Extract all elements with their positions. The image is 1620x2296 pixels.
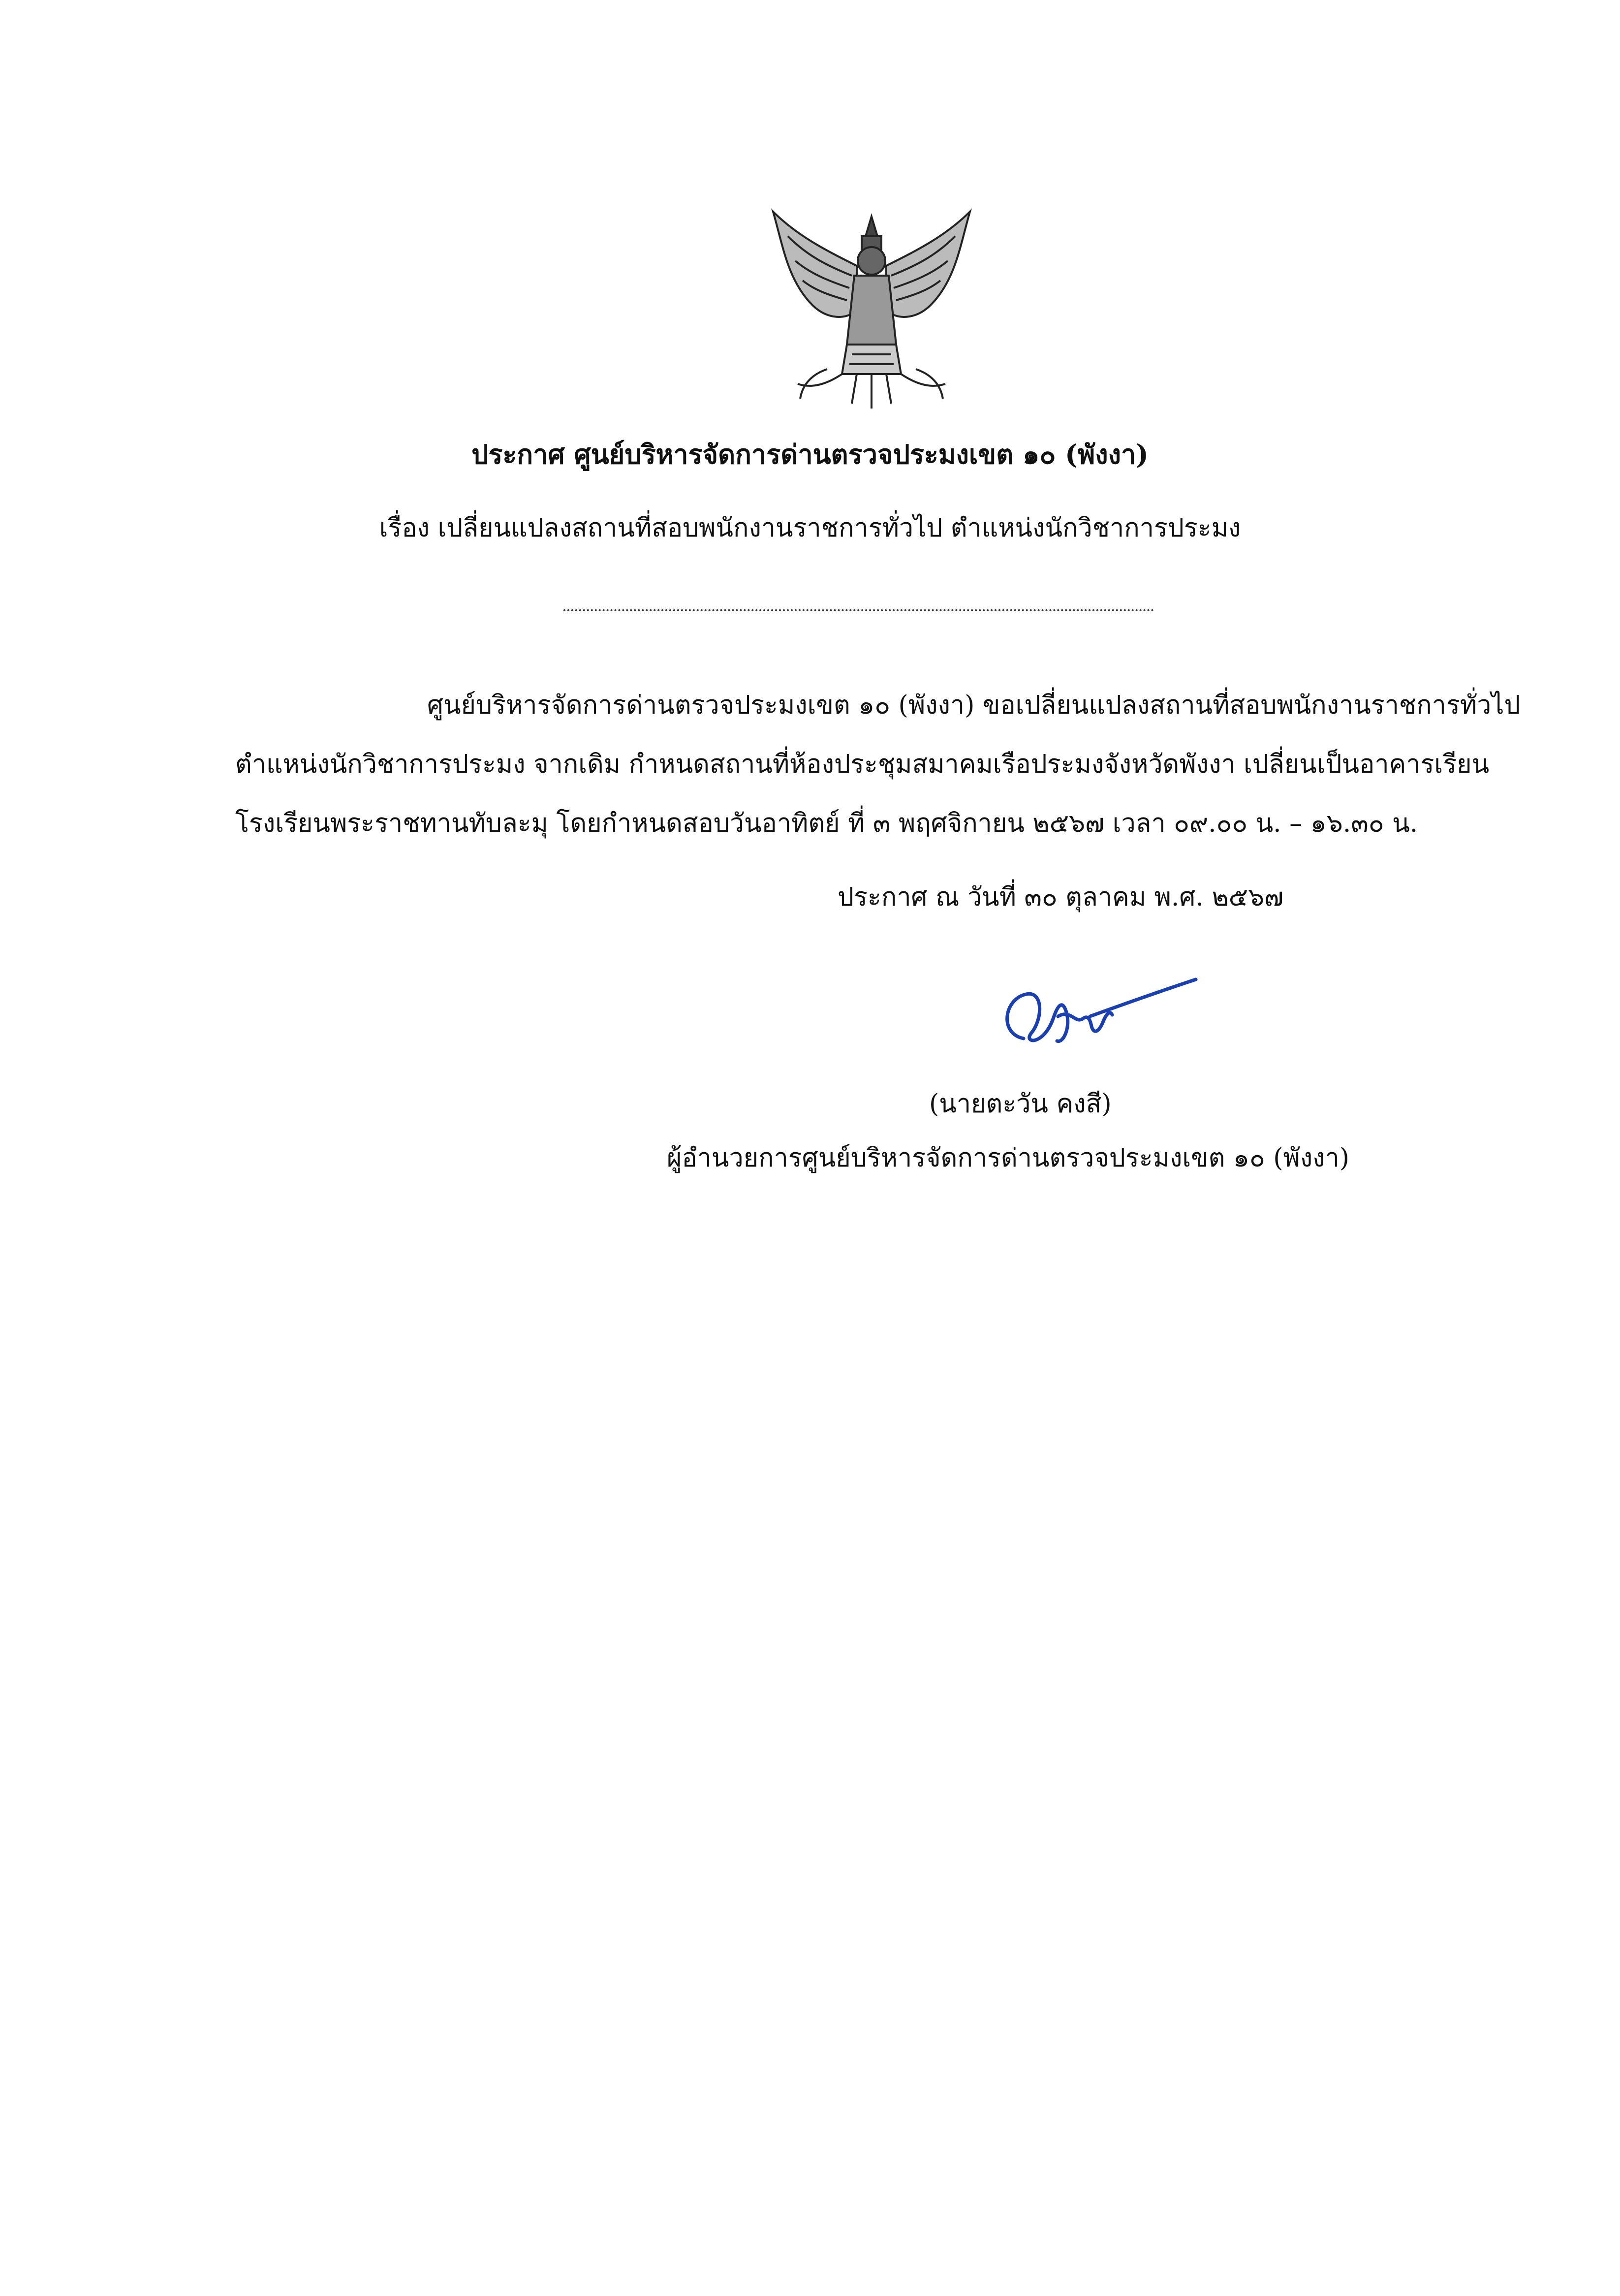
dotted-divider [563,609,1154,611]
body-line-3: โรงเรียนพระราชทานทับละมุ โดยกำหนดสอบวันอาทิตย์ ที่ ๓ พฤศจิกายน ๒๕๖๗ เวลา ๐๙.๐๐ น. – ๑๖.๓๐ น. [235,809,1418,838]
announcement-title: ประกาศ ศูนย์บริหารจัดการด่านตรวจประมงเขต ๑๐ (พังงา) [471,439,1149,470]
garuda-emblem-icon [753,207,990,413]
announcement-dateline: ประกาศ ณ วันที่ ๓๐ ตุลาคม พ.ศ. ๒๕๖๗ [838,882,1284,912]
signer-name: (นายตะวัน คงสี) [929,1089,1112,1119]
body-line-2: ตำแหน่งนักวิชาการประมง จากเดิม กำหนดสถานที่ห้องประชุมสมาคมเรือประมงจังหวัดพังงา เปลี่ยนเป็นอาคารเรียน [235,750,1490,779]
body-line-1: ศูนย์บริหารจัดการด่านตรวจประมงเขต ๑๐ (พังงา) ขอเปลี่ยนแปลงสถานที่สอบพนักงานราชการทั่วไป [427,691,1521,720]
signer-position: ผู้อำนวยการศูนย์บริหารจัดการด่านตรวจประมงเขต ๑๐ (พังงา) [667,1143,1350,1173]
handwritten-signature [989,960,1206,1058]
announcement-subject: เรื่อง เปลี่ยนแปลงสถานที่สอบพนักงานราชการทั่วไป ตำแหน่งนักวิชาการประมง [379,513,1241,543]
